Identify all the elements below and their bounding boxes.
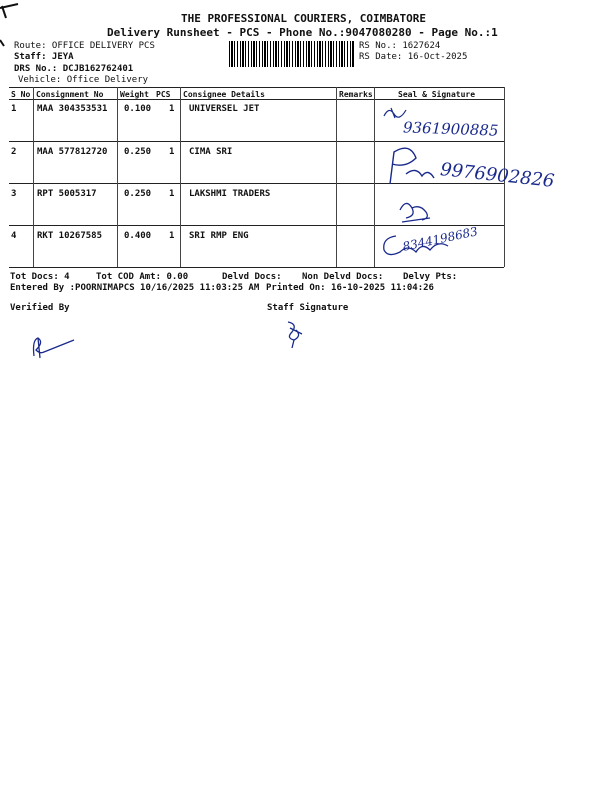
row-weight: 0.100 xyxy=(124,104,152,114)
row-consignment: RKT 10267585 xyxy=(37,231,103,241)
entered-by: Entered By :POORNIMAPCS 10/16/2025 11:03:25 AM xyxy=(10,283,260,293)
staff-signature-mark xyxy=(280,318,310,350)
handwritten-signature-mark xyxy=(396,196,436,226)
rs-no: RS No.: 1627624 xyxy=(359,41,441,51)
verified-by-signature xyxy=(28,332,78,362)
row-consignee: SRI RMP ENG xyxy=(189,231,249,241)
row-weight: 0.250 xyxy=(124,147,152,157)
row-sno: 2 xyxy=(11,147,17,157)
rs-date: RS Date: 16-Oct-2025 xyxy=(359,52,468,62)
row-sno: 4 xyxy=(11,231,17,241)
row-consignment: RPT 5005317 xyxy=(37,189,97,199)
verified-by-label: Verified By xyxy=(10,303,70,313)
col-weight: Weight xyxy=(120,90,149,99)
row-pcs: 1 xyxy=(169,189,175,199)
row-pcs: 1 xyxy=(169,231,175,241)
row-sno: 3 xyxy=(11,189,17,199)
route: Route: OFFICE DELIVERY PCS xyxy=(14,41,155,51)
staff-signature-label: Staff Signature xyxy=(267,303,349,313)
row-sno: 1 xyxy=(11,104,17,114)
col-consignment: Consignment No xyxy=(36,90,104,99)
row-weight: 0.250 xyxy=(124,189,152,199)
row-consignment: MAA 577812720 xyxy=(37,147,108,157)
tot-docs: Tot Docs: 4 xyxy=(10,272,70,282)
delvy-pts: Delvy Pts: xyxy=(403,272,458,282)
col-consignee: Consignee Details xyxy=(183,90,265,99)
handwritten-signature: 9361900885 xyxy=(402,118,499,140)
handwritten-scrawl xyxy=(376,144,442,190)
tot-cod-amt: Tot COD Amt: 0.00 xyxy=(96,272,189,282)
row-pcs: 1 xyxy=(169,104,175,114)
barcode xyxy=(229,41,355,67)
col-sno: S No xyxy=(11,90,31,99)
runsheet-title: Delivery Runsheet - PCS - Phone No.:9047080280 - Page No.:1 xyxy=(107,26,498,39)
row-consignee: LAKSHMI TRADERS xyxy=(189,189,271,199)
row-consignee: CIMA SRI xyxy=(189,147,233,157)
staff: Staff: JEYA xyxy=(14,52,74,62)
col-remarks: Remarks xyxy=(339,90,373,99)
printed-on: Printed On: 16-10-2025 11:04:26 xyxy=(266,283,434,293)
col-pcs: PCS xyxy=(156,90,171,99)
row-pcs: 1 xyxy=(169,147,175,157)
non-delvd-docs: Non Delvd Docs: xyxy=(302,272,384,282)
row-consignee: UNIVERSEL JET xyxy=(189,104,260,114)
col-seal-signature: Seal & Signature xyxy=(398,90,476,99)
handwritten-signature: 9976902826 xyxy=(439,159,556,192)
delvd-docs: Delvd Docs: xyxy=(222,272,282,282)
drs-no: DRS No.: DCJB162762401 xyxy=(14,64,134,74)
vehicle: Vehicle: Office Delivery xyxy=(18,75,149,85)
row-consignment: MAA 304353531 xyxy=(37,104,108,114)
handwritten-signature: 8344198683 xyxy=(401,224,479,254)
row-weight: 0.400 xyxy=(124,231,152,241)
company-name: THE PROFESSIONAL COURIERS, COIMBATORE xyxy=(181,12,427,25)
